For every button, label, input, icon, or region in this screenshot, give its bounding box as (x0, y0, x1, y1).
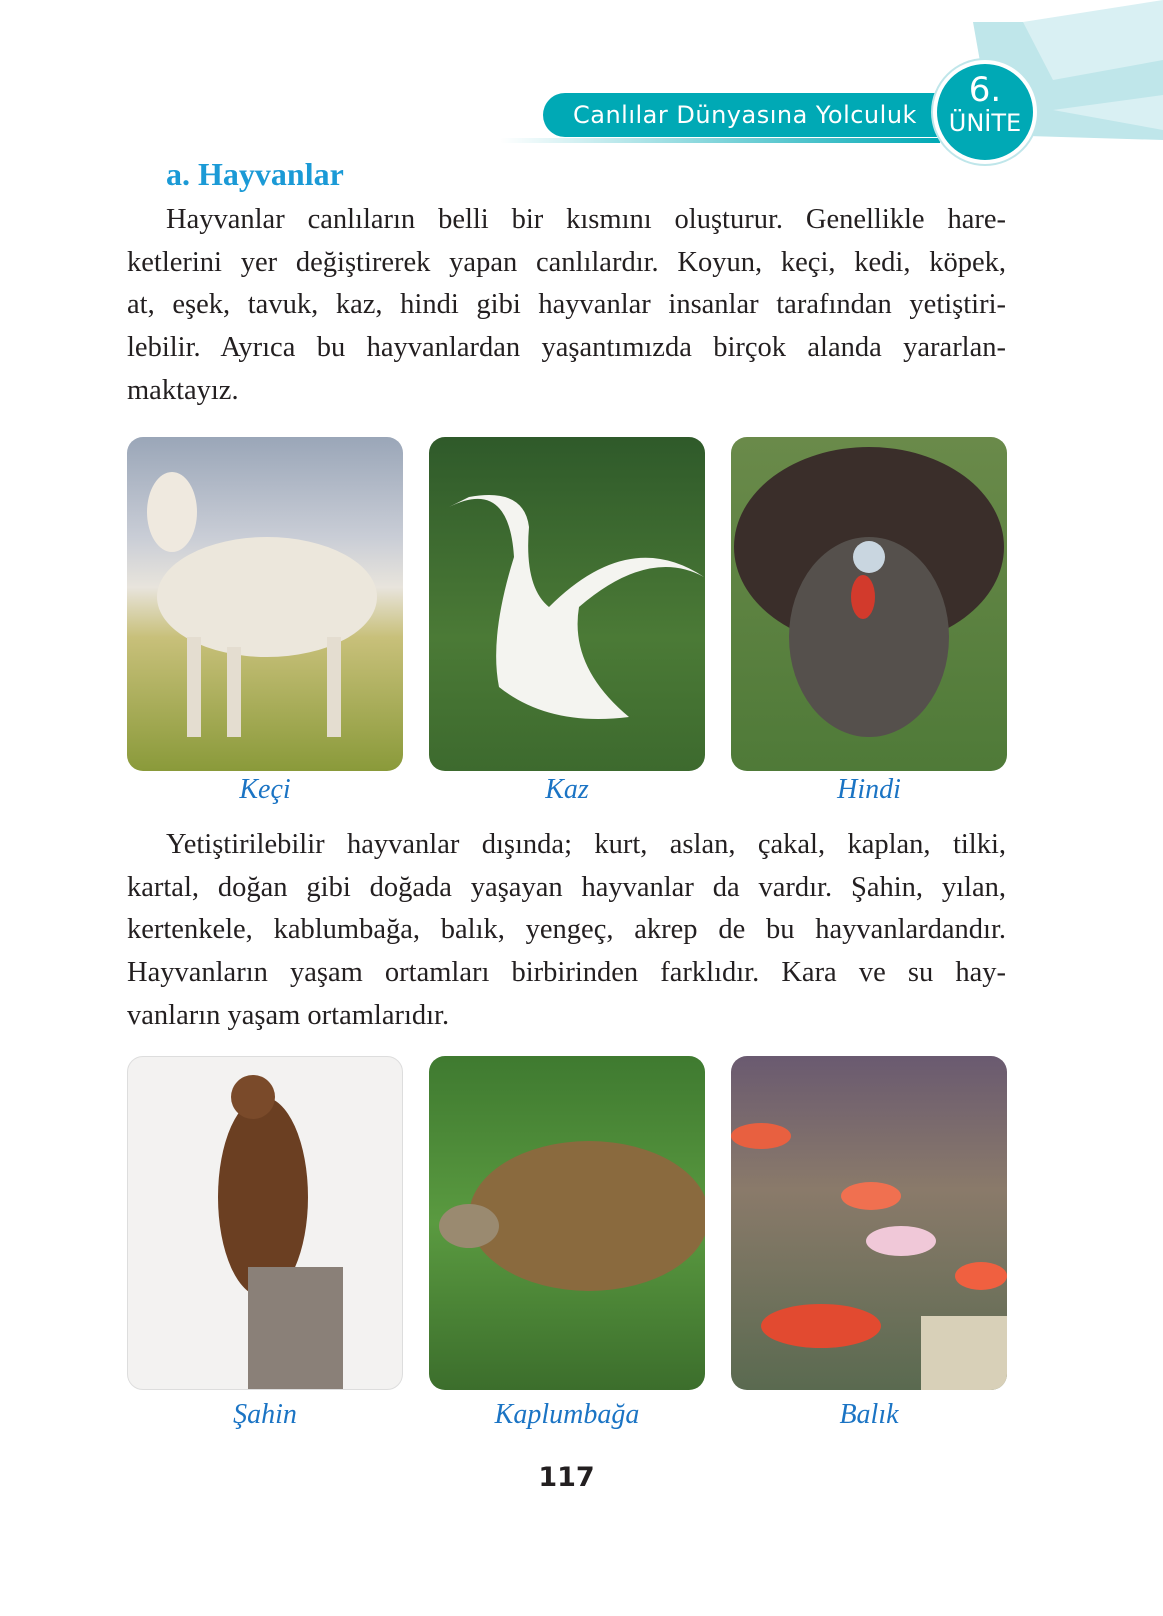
text-line: Hayvanların yaşam ortamları birbirinden farklıdır. Kara ve su hay- (127, 957, 1006, 989)
text-line: lebilir. Ayrıca bu hayvanlardan yaşantımızda birçok alanda yararlan- (127, 332, 1006, 364)
chapter-title: Canlılar Dünyasına Yolculuk (543, 93, 963, 137)
photo-goat (127, 437, 403, 771)
text-line: at, eşek, tavuk, kaz, hindi gibi hayvanlar insanlar tarafından yetiştiri- (127, 289, 1006, 321)
text-line: ketlerini yer değiştirerek yapan canlılardır. Koyun, keçi, kedi, köpek, (127, 246, 1006, 278)
photo-turkey (731, 437, 1007, 771)
photo-tortoise (429, 1056, 705, 1390)
unit-number: 6. (968, 70, 1002, 110)
text-line: maktayız. (127, 374, 239, 406)
text-line: kartal, doğan gibi doğada yaşayan hayvanlar da vardır. Şahin, yılan, (127, 871, 1006, 903)
caption-tortoise: Kaplumbağa (494, 1399, 640, 1430)
text-line: vanların yaşam ortamlarıdır. (127, 999, 450, 1031)
paragraph-1 (127, 199, 1006, 413)
unit-label: ÜNİTE (948, 109, 1022, 137)
photo-hawk (127, 1056, 403, 1390)
section-heading: a. Hayvanlar (166, 156, 344, 192)
paragraph-2 (127, 824, 1006, 1038)
caption-goat: Keçi (239, 774, 291, 805)
text-line: Hayvanlar canlıların belli bir kısmını oluşturur. Genellikle hare- (166, 204, 1006, 235)
unit-badge (933, 60, 1037, 164)
caption-goose: Kaz (545, 774, 589, 805)
text-line: Yetiştirilebilir hayvanlar dışında; kurt, aslan, çakal, kaplan, tilki, (166, 829, 1006, 860)
text-line: kertenkele, kablumbağa, balık, yengeç, akrep de bu hayvanlardandır. (127, 914, 1006, 946)
caption-fish: Balık (839, 1399, 899, 1430)
caption-turkey: Hindi (837, 774, 901, 805)
header-underline (500, 138, 940, 143)
photo-goose (429, 437, 705, 771)
page-number: 117 (538, 1462, 595, 1493)
photo-fish (731, 1056, 1007, 1390)
caption-hawk: Şahin (233, 1399, 297, 1430)
